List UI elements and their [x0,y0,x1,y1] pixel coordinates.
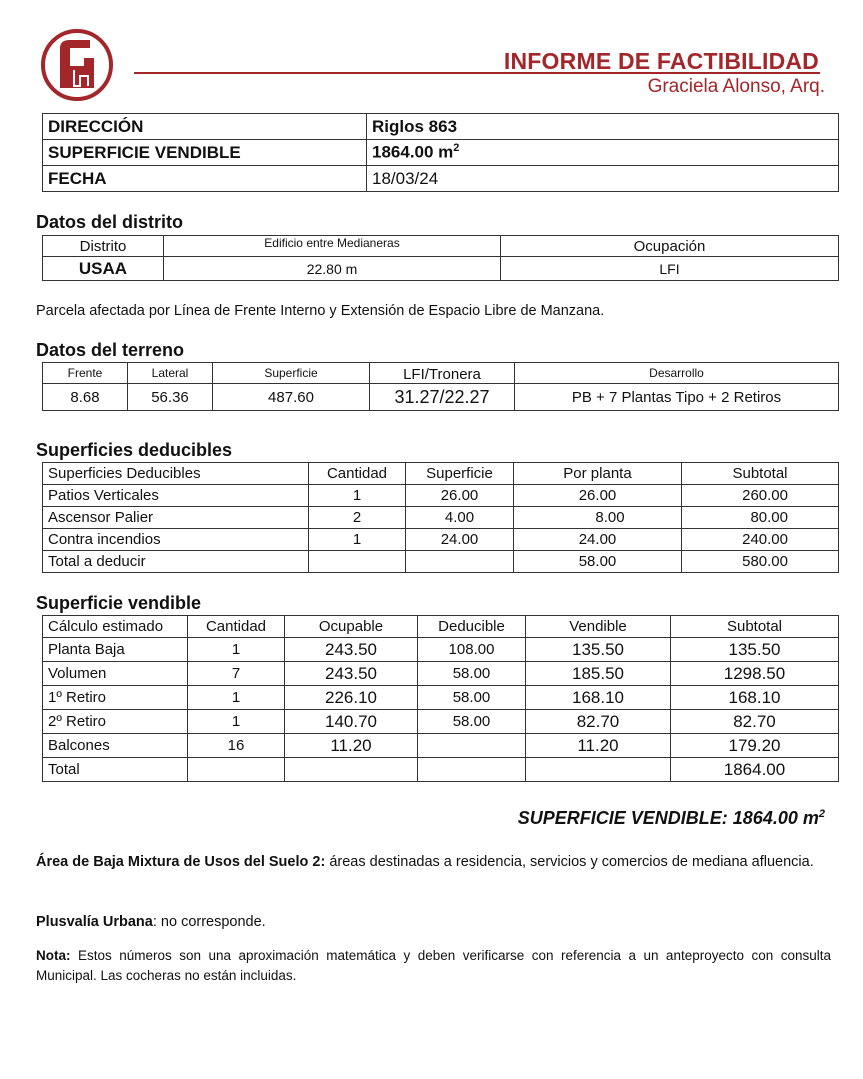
cell: 168.10 [526,686,671,710]
cell: 26.00 [406,485,514,507]
superficie-header: Superficie [213,363,370,384]
table-row [43,638,839,662]
cell: 1 [309,529,406,551]
superscript: 2 [818,808,825,820]
table-row [43,507,839,529]
cell: 185.50 [526,662,671,686]
cell: 2 [309,507,406,529]
cell [309,551,406,573]
cell: 260.00 [682,485,839,507]
col-header: Ocupable [285,616,418,638]
area-paragraph [36,851,825,873]
table-row [43,551,839,573]
cell: 1º Retiro [43,686,188,710]
lfi-header: LFI/Tronera [370,363,515,384]
cell [526,758,671,782]
nota-bold: Nota: [36,948,71,963]
cell: 1 [188,686,285,710]
desarrollo-header: Desarrollo [515,363,839,384]
distrito-header: Distrito [43,236,164,257]
col-header: Cálculo estimado [43,616,188,638]
cell: 58.00 [418,710,526,734]
cell: 11.20 [285,734,418,758]
fecha-value: 18/03/24 [367,166,839,192]
table-row [43,166,839,192]
cell: 240.00 [682,529,839,551]
superficie-label: SUPERFICIE VENDIBLE [43,140,367,166]
cell: 580.00 [682,551,839,573]
cell: 58.00 [514,551,682,573]
distrito-table [42,235,839,281]
cell: 7 [188,662,285,686]
ocupacion-value: LFI [501,257,839,281]
cell: 58.00 [418,662,526,686]
cell: 80.00 [682,507,839,529]
table-row [43,363,839,384]
cell: Volumen [43,662,188,686]
col-header: Cantidad [188,616,285,638]
cell: 1 [188,710,285,734]
col-header: Cantidad [309,463,406,485]
cell: 168.10 [671,686,839,710]
cell: Total [43,758,188,782]
table-row [43,758,839,782]
distrito-value: USAA [43,257,164,281]
area-text: áreas destinadas a residencia, servicios y comercios de mediana afluencia. [325,854,814,870]
medianeras-value: 22.80 m [164,257,501,281]
cell: 4.00 [406,507,514,529]
cell: 243.50 [285,662,418,686]
table-row [43,662,839,686]
table-row [43,114,839,140]
table-row [43,236,839,257]
cell: 2º Retiro [43,710,188,734]
table-row [43,529,839,551]
desarrollo-value: PB + 7 Plantas Tipo + 2 Retiros [515,384,839,411]
table-row [43,140,839,166]
cell [285,758,418,782]
terreno-title: Datos del terreno [36,340,185,360]
cell: 108.00 [418,638,526,662]
lateral-value: 56.36 [128,384,213,411]
table-row [43,616,839,638]
table-row [43,257,839,281]
cell: 26.00 [514,485,682,507]
cell: Planta Baja [43,638,188,662]
lateral-header: Lateral [128,363,213,384]
cell: 24.00 [406,529,514,551]
fecha-label: FECHA [43,166,367,192]
cell: 82.70 [526,710,671,734]
table-row [43,734,839,758]
nota-paragraph [36,946,831,986]
superficie-value [367,140,839,166]
cell: 82.70 [671,710,839,734]
cell: 179.20 [671,734,839,758]
direccion-label: DIRECCIÓN [43,114,367,140]
summary-text: SUPERFICIE VENDIBLE: 1864.00 m [517,808,819,828]
table-row [43,485,839,507]
vendible-title: Superficie vendible [36,593,202,613]
nota-text: Estos números son una aproximación matemática y deben verificarse con referencia a un anteproyecto con consulta Municipal. Las cocheras no están incluidas. [36,948,831,983]
area-bold: Área de Baja Mixtura de Usos del Suelo 2: [36,854,326,870]
col-header: Superficie [406,463,514,485]
col-header: Por planta [514,463,682,485]
terreno-table [42,362,839,411]
cell: 226.10 [285,686,418,710]
deducibles-table [42,462,839,573]
plusvalia-text: : no corresponde. [152,914,266,930]
direccion-value: Riglos 863 [367,114,839,140]
plusvalia-paragraph [36,911,266,933]
col-header: Superficies Deducibles [43,463,309,485]
info-table [42,113,839,192]
table-row [43,463,839,485]
plusvalia-bold: Plusvalía Urbana [36,914,153,930]
deducibles-title: Superficies deducibles [36,440,233,460]
col-header: Vendible [526,616,671,638]
col-header: Subtotal [682,463,839,485]
medianeras-header: Edificio entre Medianeras [164,236,501,257]
distrito-note: Parcela afectada por Línea de Frente Interno y Extensión de Espacio Libre de Manzana. [36,303,605,319]
cell [188,758,285,782]
cell: 1864.00 [671,758,839,782]
cell: Patios Verticales [43,485,309,507]
cell: 243.50 [285,638,418,662]
cell [418,734,526,758]
cell [418,758,526,782]
cell: Ascensor Palier [43,507,309,529]
cell: 1 [188,638,285,662]
cell: Total a deducir [43,551,309,573]
cell: 58.00 [418,686,526,710]
ocupacion-header: Ocupación [501,236,839,257]
table-row [43,686,839,710]
superscript: 2 [453,142,460,155]
lfi-value: 31.27/22.27 [370,384,515,411]
superficie-vendible-summary [518,808,825,829]
cell: 24.00 [514,529,682,551]
col-header: Deducible [418,616,526,638]
superficie-value: 487.60 [213,384,370,411]
cell: 16 [188,734,285,758]
report-title: INFORME DE FACTIBILIDAD [503,48,819,74]
author-subtitle: Graciela Alonso, Arq. [647,76,825,97]
col-header: Subtotal [671,616,839,638]
superficie-value-text: 1864.00 m [372,142,454,162]
frente-header: Frente [43,363,128,384]
cell: 135.50 [526,638,671,662]
distrito-title: Datos del distrito [36,212,184,232]
cell [406,551,514,573]
cell: 1 [309,485,406,507]
frente-value: 8.68 [43,384,128,411]
cell: 1298.50 [671,662,839,686]
table-row [43,384,839,411]
cell: 8.00 [514,507,682,529]
cell: Contra incendios [43,529,309,551]
logo-icon [40,28,114,102]
table-row [43,710,839,734]
cell: Balcones [43,734,188,758]
cell: 135.50 [671,638,839,662]
vendible-table [42,615,839,782]
cell: 140.70 [285,710,418,734]
cell: 11.20 [526,734,671,758]
